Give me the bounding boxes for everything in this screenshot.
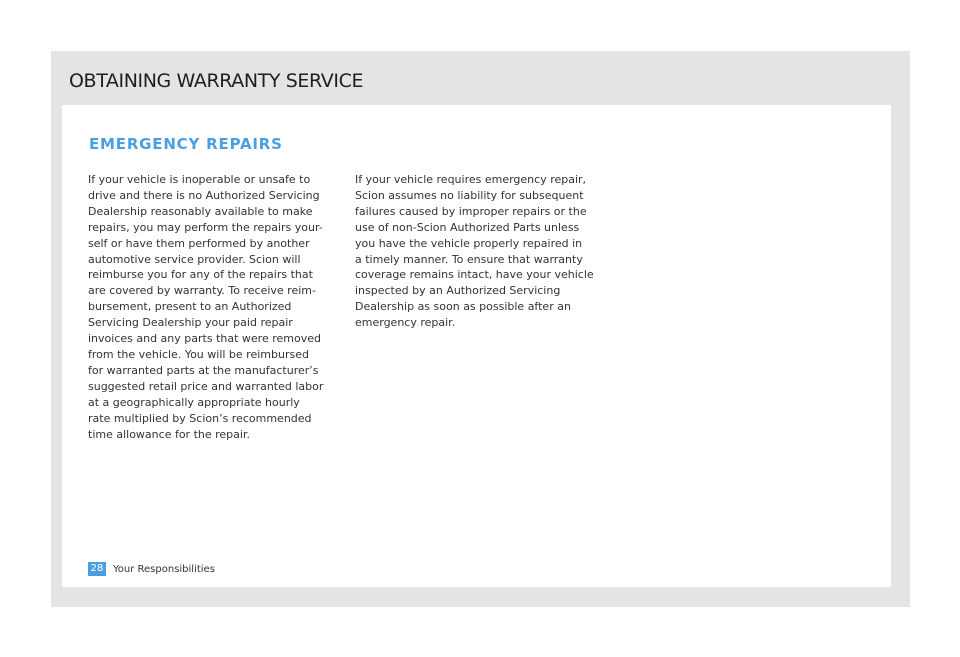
text-line: are covered by warranty. To receive reim-: [88, 284, 316, 298]
text-line: time allowance for the repair.: [88, 427, 250, 441]
text-line: self or have them performed by another: [88, 236, 310, 250]
text-line: Servicing Dealership your paid repair: [88, 316, 293, 330]
body-column-right: [355, 172, 595, 331]
text-line: repairs, you may perform the repairs your-: [88, 220, 323, 234]
text-line: Scion assumes no liability for subsequent: [355, 188, 584, 202]
text-line: drive and there is no Authorized Servicing: [88, 188, 320, 202]
body-column-left: [88, 172, 328, 442]
text-line: emergency repair.: [355, 316, 456, 330]
text-line: at a geographically appropriate hourly: [88, 395, 300, 409]
footer-section-label: Your Responsibilities: [113, 563, 215, 575]
text-line: If your vehicle is inoperable or unsafe to: [88, 173, 311, 186]
text-line: for warranted parts at the manufacturer’s: [88, 363, 319, 377]
text-line: inspected by an Authorized Servicing: [355, 284, 561, 298]
text-line: suggested retail price and warranted labor: [88, 379, 324, 393]
text-line: use of non-Scion Authorized Parts unless: [355, 220, 580, 234]
page-footer: [88, 562, 215, 576]
text-line: reimburse you for any of the repairs that: [88, 268, 313, 282]
emergency-repairs-heading: EMERGENCY REPAIRS: [89, 135, 283, 153]
content-panel: [62, 105, 891, 587]
text-line: coverage remains intact, have your vehicle: [355, 268, 594, 282]
text-line: If your vehicle requires emergency repair,: [355, 173, 587, 186]
text-line: Dealership as soon as possible after an: [355, 300, 571, 314]
section-title: OBTAINING WARRANTY SERVICE: [69, 70, 364, 92]
text-line: from the vehicle. You will be reimbursed: [88, 347, 309, 361]
text-line: failures caused by improper repairs or the: [355, 204, 587, 218]
text-line: Dealership reasonably available to make: [88, 204, 313, 218]
page-number-badge: 28: [88, 562, 106, 576]
text-line: a timely manner. To ensure that warranty: [355, 252, 583, 266]
text-line: automotive service provider. Scion will: [88, 252, 301, 266]
text-line: bursement, present to an Authorized: [88, 300, 292, 314]
text-line: invoices and any parts that were removed: [88, 332, 321, 346]
text-line: you have the vehicle properly repaired in: [355, 236, 583, 250]
page-frame: [51, 51, 910, 607]
text-line: rate multiplied by Scion’s recommended: [88, 411, 312, 425]
